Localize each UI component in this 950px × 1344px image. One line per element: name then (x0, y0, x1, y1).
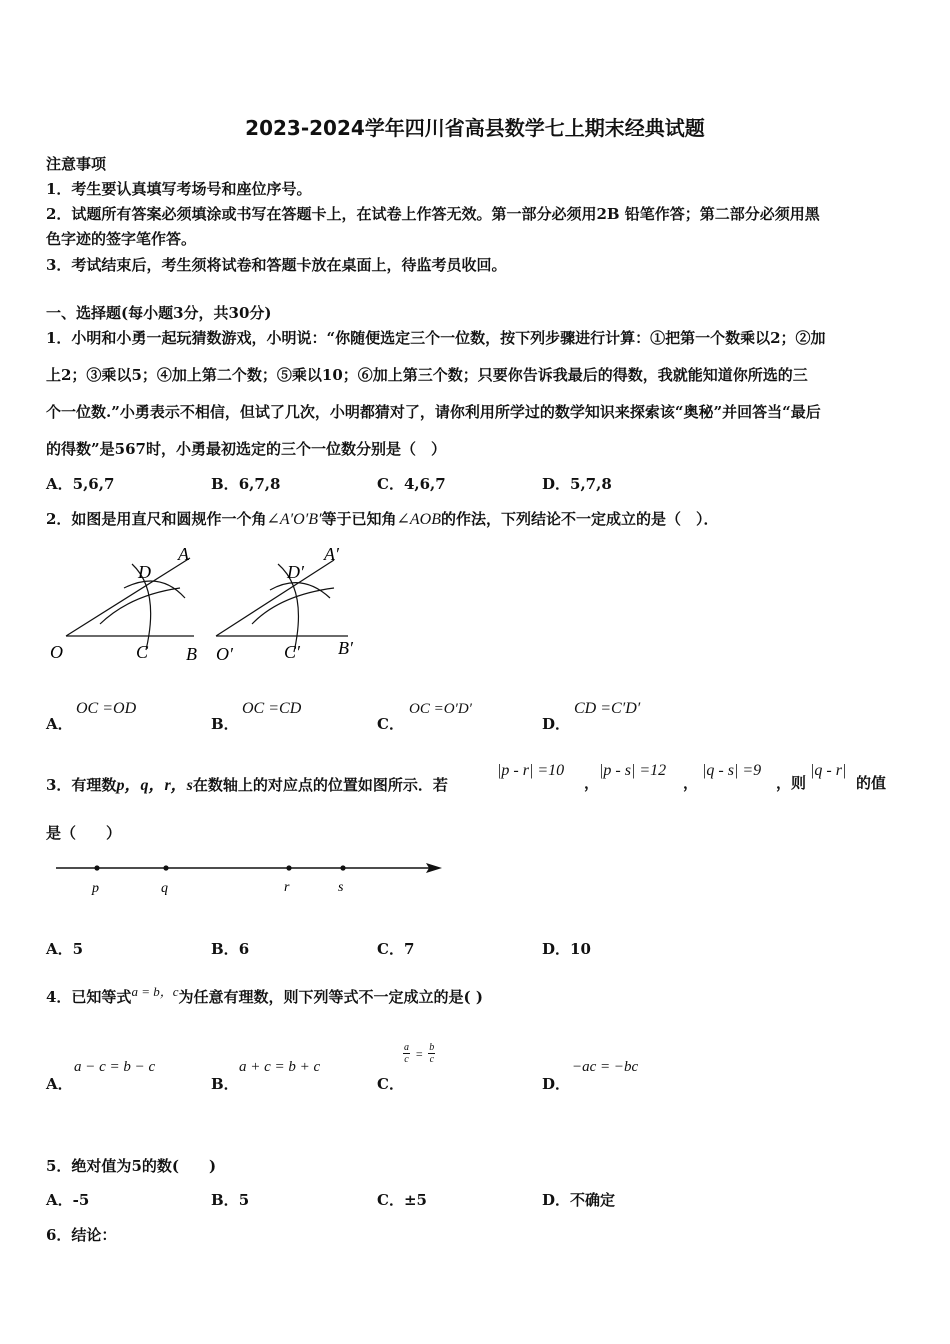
q4-option-d-math: −ac = −bc (572, 1059, 639, 1075)
q2-stem: 2．如图是用直尺和圆规作一个角∠A′O′B′等于已知角∠AOB的作法，下列结论不一定成立的是（ ）． (46, 510, 719, 528)
q1-line-4: 的得数”是567时，小勇最初选定的三个一位数分别是（ ） (46, 440, 446, 458)
label-D-prime: D′ (287, 562, 304, 582)
q3-option-a[interactable]: A．5 (46, 940, 84, 958)
q3-suffix: 的值 (856, 774, 887, 792)
label-C: C (136, 642, 149, 662)
q2-option-d-label[interactable]: D． (542, 715, 571, 733)
notice-item-2: 2．试题所有答案必须填涂或书写在答题卡上，在试卷上作答无效。第一部分必须用2B 铅笔作答；第二部分必须用黑 (46, 205, 820, 223)
label-B: B (186, 644, 197, 664)
label-A-prime: A′ (324, 544, 339, 564)
fraction-a-over-c: $\frac{a}{c}$ (404, 1042, 409, 1065)
label-s: s (338, 880, 344, 895)
q4-option-c-math: $\frac{a}{c}$ = $\frac{b}{c}$ (404, 1042, 435, 1065)
point-s (340, 865, 345, 870)
q3-cond-3: |q - s| =9 (702, 762, 762, 779)
q2-left-figure (50, 544, 197, 664)
q2-figure (40, 540, 370, 670)
q3-line-2: 是（ ） (46, 824, 122, 842)
label-B-prime: B′ (338, 638, 353, 658)
q2-right-figure (216, 544, 354, 664)
q5-stem: 5．绝对值为5的数( ) (46, 1157, 217, 1175)
page-title: 2023-2024学年四川省高县数学七上期末经典试题 (245, 116, 705, 140)
label-O-prime: O′ (216, 644, 233, 664)
q3-cond-1: |p - r| =10 (497, 762, 565, 779)
q2-option-c-math: OC =O′D′ (409, 701, 472, 717)
q4-option-a-math: a − c = b − c (74, 1059, 156, 1075)
label-D: D (138, 562, 151, 582)
label-p: p (92, 881, 99, 896)
q2-option-b-label[interactable]: B． (211, 715, 239, 733)
q2-option-b-math: OC =CD (242, 700, 302, 717)
notice-heading: 注意事项 (46, 155, 107, 173)
q4-option-d-label[interactable]: D． (542, 1075, 571, 1093)
q1-option-b[interactable]: B．6,7,8 (211, 475, 281, 493)
q4-option-b-math: a + c = b + c (239, 1059, 321, 1075)
q4-option-c-label[interactable]: C． (377, 1075, 404, 1093)
label-r: r (284, 880, 290, 895)
q3-option-b[interactable]: B．6 (211, 940, 250, 958)
label-C-prime: C′ (284, 642, 300, 662)
q3-option-d[interactable]: D．10 (542, 940, 591, 958)
q2-option-a-math: OC =OD (76, 700, 137, 717)
q5-option-c[interactable]: C．±5 (377, 1191, 427, 1209)
q5-option-d[interactable]: D．不确定 (542, 1191, 616, 1209)
label-q: q (161, 881, 168, 896)
point-r (286, 865, 291, 870)
notice-item-1: 1．考生要认真填写考场号和座位序号。 (46, 180, 312, 198)
q1-line-2: 上2；③乘以5；④加上第二个数；⑤乘以10；⑥加上第三个数；只要你告诉我最后的得数，我就能知道你所选的三 (46, 366, 808, 384)
point-p (94, 865, 99, 870)
q3-sep-1: ， (584, 774, 600, 792)
q1-option-d[interactable]: D．5,7,8 (542, 475, 612, 493)
q2-option-d-math: CD =C′D′ (574, 700, 641, 717)
q2-option-c-label[interactable]: C． (377, 715, 404, 733)
q2-option-a-label[interactable]: A． (46, 715, 73, 733)
label-A: A (178, 544, 189, 564)
q4-option-a-label[interactable]: A． (46, 1075, 73, 1093)
q3-option-c[interactable]: C．7 (377, 940, 415, 958)
q3-cond-2: |p - s| =12 (599, 762, 667, 779)
point-q (163, 865, 168, 870)
q5-option-a[interactable]: A．-5 (46, 1191, 90, 1209)
q3-stem: 3．有理数p，q，r，s在数轴上的对应点的位置如图所示．若 (46, 776, 448, 794)
notice-item-3: 3．考试结束后，考生须将试卷和答题卡放在桌面上，待监考员收回。 (46, 256, 507, 274)
section-heading: 一、选择题(每小题3分，共30分) (46, 304, 272, 322)
q5-option-b[interactable]: B．5 (211, 1191, 250, 1209)
q1-option-c[interactable]: C．4,6,7 (377, 475, 446, 493)
q3-then: ，则 (776, 774, 807, 792)
q4-stem: 4．已知等式a = b，c为任意有理数，则下列等式不一定成立的是( ) (46, 984, 483, 1006)
q1-line-3: 个一位数.”小勇表示不相信，但试了几次，小明都猜对了，请你利用所学过的数学知识来探索该“奥秘”并回答当“最后 (46, 403, 821, 421)
q3-target: |q - r| (810, 762, 847, 779)
notice-item-2-cont: 色字迹的签字笔作答。 (46, 230, 197, 248)
q4-option-b-label[interactable]: B． (211, 1075, 239, 1093)
q1-option-a[interactable]: A．5,6,7 (46, 475, 115, 493)
fraction-b-over-c: $\frac{b}{c}$ (429, 1042, 435, 1065)
q6-stem: 6．结论： (46, 1226, 117, 1244)
q1-line-1: 1．小明和小勇一起玩猜数游戏，小明说：“你随便选定三个一位数，按下列步骤进行计算：①把第一个数乘以2；②加 (46, 329, 826, 347)
q3-sep-2: ， (683, 774, 699, 792)
q3-number-line (50, 854, 450, 900)
label-O: O (50, 642, 63, 662)
